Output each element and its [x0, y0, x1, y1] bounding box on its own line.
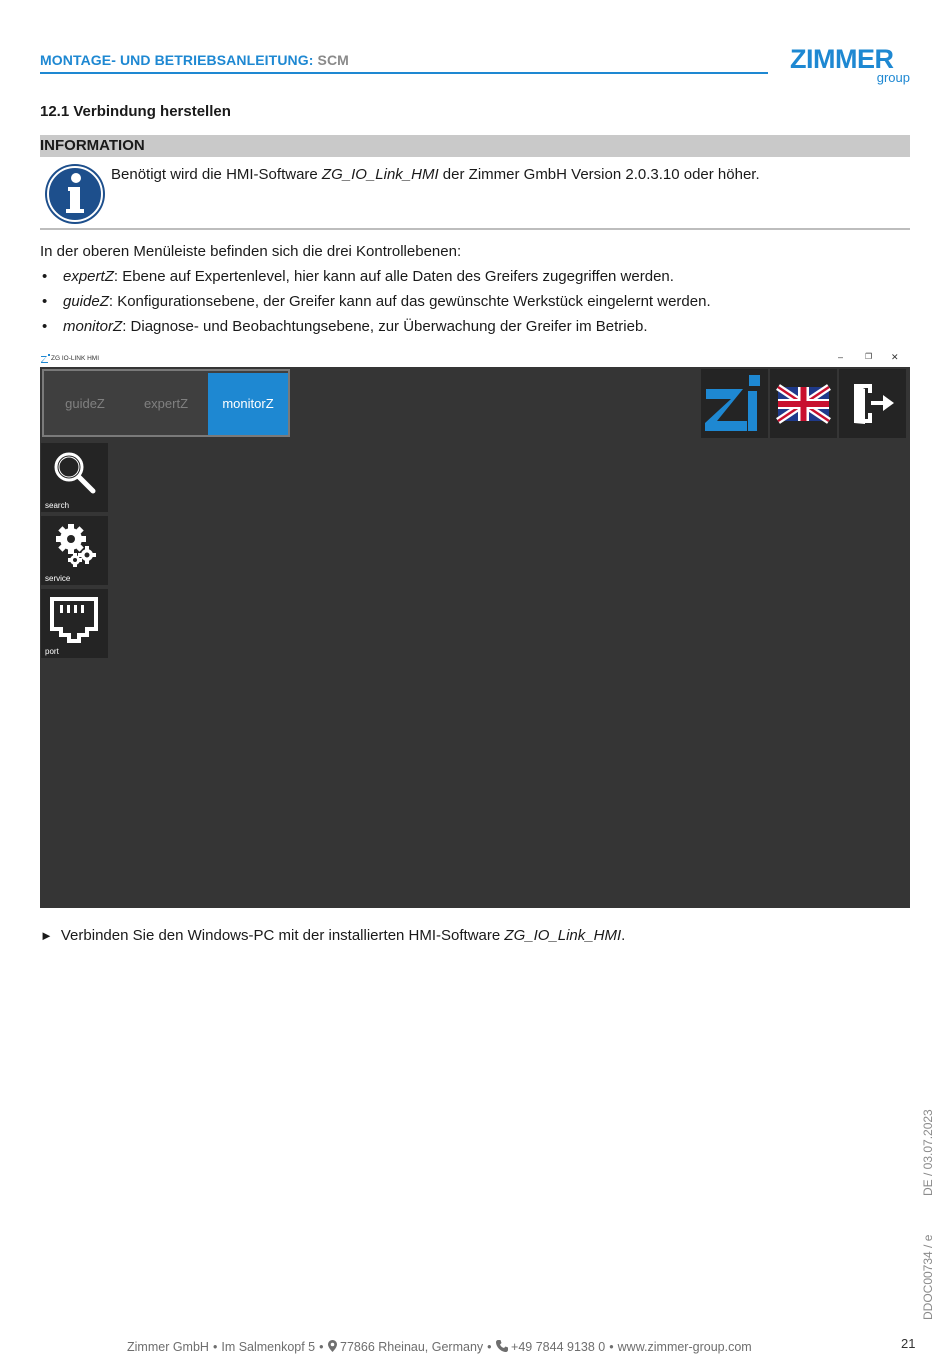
language-button[interactable]: [770, 369, 837, 438]
info-text-after: der Zimmer GmbH Version 2.0.3.10 oder höher.: [438, 166, 760, 183]
logo-sub: group: [876, 70, 910, 85]
page-number: 21: [901, 1336, 916, 1351]
step-text-after: .: [621, 927, 626, 944]
close-button[interactable]: ✕: [891, 352, 899, 362]
information-bar: [40, 135, 910, 157]
information-label: INFORMATION: [40, 137, 145, 154]
level-tabs: [42, 369, 290, 437]
footer-web[interactable]: www.zimmer-group.com: [617, 1340, 752, 1354]
footer-city: 77866 Rheinau, Germany: [340, 1340, 484, 1354]
gears-icon: [49, 522, 99, 572]
zimmer-z-logo-icon: [701, 369, 768, 438]
info-text-before: Benötigt wird die HMI-Software: [111, 166, 322, 183]
logo-word: ZIMMER: [790, 44, 894, 74]
intro-paragraph: In der oberen Menüleiste befinden sich die drei Kontrollebenen:: [40, 243, 462, 260]
step-marker: ►: [40, 928, 53, 943]
zimmer-logo-button[interactable]: [701, 369, 768, 438]
location-pin-icon: [328, 1340, 337, 1352]
uk-flag-icon: [770, 369, 837, 438]
exit-button[interactable]: [839, 369, 906, 438]
app-logo-icon: [41, 354, 50, 363]
section-heading: 12.1 Verbindung herstellen: [40, 103, 231, 120]
page-footer: Zimmer GmbH • Im Salmenkopf 5 • 77866 Rheinau, Germany • +49 7844 9138 0 • www.zimmer-group.com: [127, 1340, 752, 1354]
side-document-number: DDOC00734 / e: [921, 1234, 935, 1320]
footer-street: Im Salmenkopf 5: [221, 1340, 316, 1354]
header-title-main: MONTAGE- UND BETRIEBSANLEITUNG:: [40, 52, 314, 68]
tab-expertz[interactable]: expertZ: [143, 396, 189, 411]
step-text-before: Verbinden Sie den Windows-PC mit der installierten HMI-Software: [60, 927, 505, 944]
bullet-term: guideZ: [63, 293, 109, 310]
header-rule: [40, 72, 768, 74]
window-titlebar: [40, 350, 910, 367]
tab-monitorz[interactable]: monitorZ: [208, 373, 288, 435]
footer-phone: +49 7844 9138 0: [511, 1340, 606, 1354]
window-title: ZG IO-LINK HMI: [51, 355, 100, 362]
port-button-label: port: [45, 647, 59, 656]
information-rule: [40, 228, 910, 230]
ethernet-port-icon: [49, 595, 99, 645]
info-icon: [44, 163, 106, 225]
search-button[interactable]: [41, 443, 108, 512]
phone-icon: [496, 1340, 508, 1352]
tab-guidez[interactable]: guideZ: [65, 396, 105, 411]
bullet-term: expertZ: [63, 268, 114, 285]
information-text: [111, 166, 760, 183]
service-button[interactable]: [41, 516, 108, 585]
port-button[interactable]: [41, 589, 108, 658]
service-button-label: service: [45, 574, 71, 583]
magnifier-icon: [49, 449, 99, 499]
info-software-name: ZG_IO_Link_HMI: [321, 166, 439, 183]
document-header-title: [40, 52, 349, 68]
hmi-screenshot: [40, 350, 910, 908]
bullet-text: : Diagnose- und Beobachtungsebene, zur Überwachung der Greifer im Betrieb.: [122, 318, 648, 335]
search-button-label: search: [45, 501, 70, 510]
restore-button[interactable]: ❐: [865, 352, 873, 361]
footer-company: Zimmer GmbH: [127, 1340, 209, 1354]
minimize-button[interactable]: –: [838, 352, 844, 362]
bullet-text: : Konfigurationsebene, der Greifer kann auf das gewünschte Werkstück eingelernt werden.: [108, 293, 711, 310]
side-date: DE / 03.07.2023: [921, 1109, 935, 1196]
instruction-step: [40, 927, 625, 944]
step-software-name: ZG_IO_Link_HMI: [504, 927, 622, 944]
exit-icon: [839, 369, 906, 438]
header-title-product: SCM: [317, 52, 349, 68]
bullet-text: : Ebene auf Expertenlevel, hier kann auf alle Daten des Greifers zugegriffen werden.: [113, 268, 674, 285]
zimmer-group-logo: [790, 44, 912, 88]
bullet-term: monitorZ: [63, 318, 123, 335]
